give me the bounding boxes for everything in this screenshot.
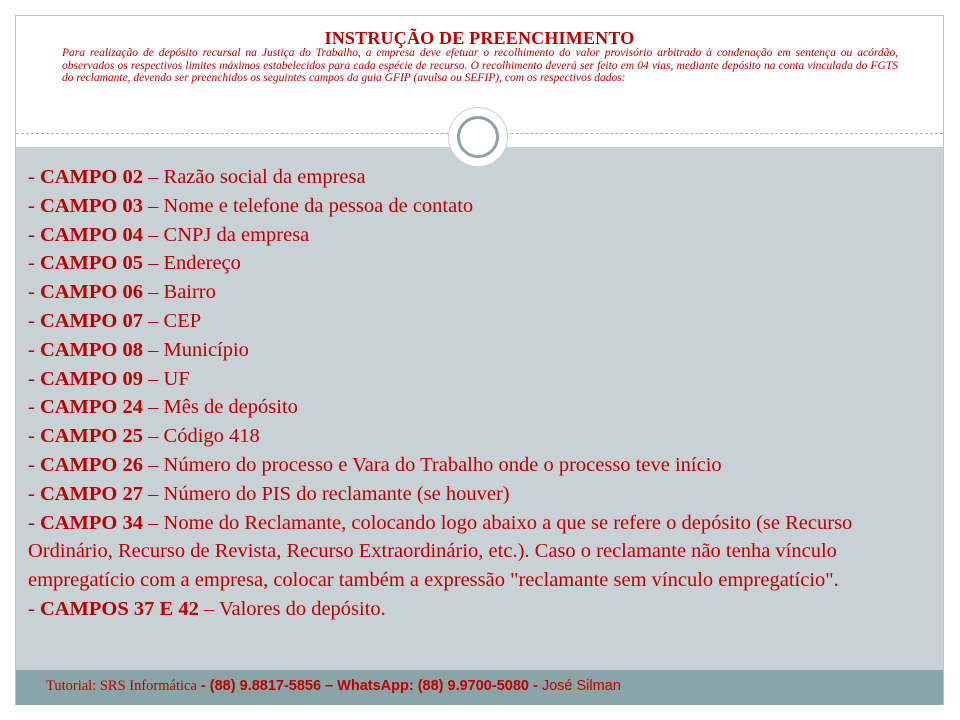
field-desc: Município	[163, 338, 249, 361]
field-item: - CAMPO 08 – Município	[28, 338, 249, 361]
field-item: - CAMPO 05 – Endereço	[28, 252, 241, 275]
field-desc: Número do PIS do reclamante (se houver)	[163, 482, 510, 505]
field-code: CAMPO 04	[39, 223, 144, 246]
field-code: CAMPO 09	[39, 367, 144, 390]
field-item: - CAMPO 26 – Número do processo e Vara do Trabalho onde o processo teve início	[28, 453, 722, 476]
field-item: - CAMPOS 37 E 42 – Valores do depósito.	[28, 597, 386, 620]
field-code: CAMPO 06	[39, 281, 144, 304]
field-code: CAMPO 08	[39, 338, 144, 361]
field-item: - CAMPO 07 – CEP	[28, 309, 202, 332]
field-item: - CAMPO 06 – Bairro	[28, 281, 216, 304]
field-item: - CAMPO 34 – Nome do Reclamante, colocando logo abaixo a que se refere o depósito (se Recurso Ordinário, Recurso de Revista, Recurso Extraordinário, etc.). Caso o reclamante não tenha vínculo empregatício com a empresa, colocar também a expressão "reclamante sem vínculo empregatício".	[28, 511, 853, 592]
field-code: CAMPO 07	[39, 309, 144, 332]
field-code: CAMPOS 37 E 42	[39, 597, 199, 620]
field-desc: Código 418	[163, 425, 260, 448]
field-desc: CEP	[163, 309, 202, 332]
field-code: CAMPO 05	[39, 252, 144, 275]
field-desc: Nome do Reclamante, colocando logo abaixo a que se refere o depósito (se Recurso Ordinário, Recurso de Revista, Recurso Extraordinário, etc.). Caso o reclamante não tenha vínculo empregatício com a empresa, colocar também a expressão "reclamante sem vínculo empregatício".	[28, 511, 853, 592]
field-desc: Razão social da empresa	[163, 166, 366, 188]
footer-phones: - (88) 9.8817-5856 – WhatsApp: (88) 9.9700-5080 -	[196, 678, 542, 694]
field-item: - CAMPO 04 – CNPJ da empresa	[28, 223, 310, 246]
slide-title: INSTRUÇÃO DE PREENCHIMENTO	[324, 28, 635, 48]
field-code: CAMPO 34	[39, 511, 144, 534]
intro-paragraph: Para realização de depósito recursal na Justiça do Trabalho, a empresa deve efetuar o recolhimento do valor provisório arbitrado à condenação em sentença ou acórdão, observados os respectivos limites máximos estabelecidos para cada espécie de recurso. O recolhimento deverá ser feito em 04 vias, mediante depósito na conta vinculada do FGTS do reclamante, devendo ser preenchidos os seguintes campos da guia GFIP (avulsa ou SEFIP), com os respectivos dados:	[62, 47, 898, 85]
field-code: CAMPO 24	[39, 396, 144, 419]
field-desc: Número do processo e Vara do Trabalho onde o processo teve início	[163, 453, 722, 476]
footer-author: José Silman	[541, 678, 621, 694]
footer-tutorial: Tutorial: SRS Informática	[46, 678, 197, 694]
field-list	[28, 163, 933, 624]
field-item: - CAMPO 03 – Nome e telefone da pessoa de contato	[28, 194, 474, 217]
field-desc: UF	[163, 367, 190, 390]
field-item: - CAMPO 25 – Código 418	[28, 425, 260, 448]
circle-ornament-inner-icon	[457, 116, 499, 158]
field-code: CAMPO 26	[39, 453, 144, 476]
field-desc: Nome e telefone da pessoa de contato	[163, 194, 474, 217]
field-item: - CAMPO 09 – UF	[28, 367, 190, 390]
field-code: CAMPO 03	[39, 194, 144, 217]
field-desc: CNPJ da empresa	[163, 223, 310, 246]
footer-text	[46, 678, 621, 695]
field-desc: Mês de depósito	[163, 396, 298, 419]
field-code: CAMPO 25	[39, 425, 144, 448]
field-code: CAMPO 27	[39, 482, 144, 505]
field-desc: Bairro	[163, 281, 216, 304]
field-item: - CAMPO 24 – Mês de depósito	[28, 396, 298, 419]
field-item: - CAMPO 27 – Número do PIS do reclamante (se houver)	[28, 482, 510, 505]
field-desc: Endereço	[163, 252, 241, 275]
field-code: CAMPO 02	[39, 166, 144, 188]
field-desc: Valores do depósito.	[218, 597, 386, 620]
field-item: - CAMPO 02 – Razão social da empresa	[28, 166, 366, 188]
